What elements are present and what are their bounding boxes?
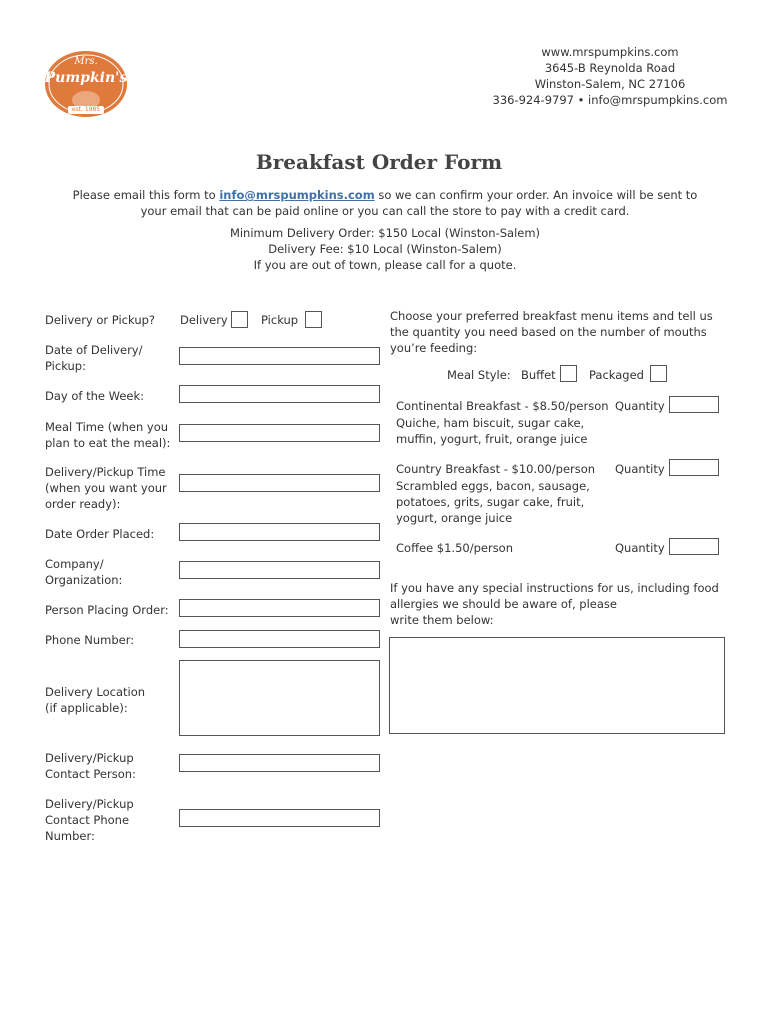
contact-city: Winston-Salem, NC 27106 (534, 77, 686, 91)
label-date-delivery-2: Pickup: (45, 359, 86, 373)
intro-pre-link: Please email this form to (72, 188, 220, 202)
label-dp-time-1: Delivery/Pickup Time (45, 465, 166, 479)
item-continental: Continental Breakfast - $8.50/person (396, 399, 609, 413)
continental-desc-2: muffin, yogurt, fruit, orange juice (396, 432, 588, 446)
country-desc-3: yogurt, orange juice (396, 511, 513, 525)
menu-intro-3: you’re feeding: (390, 341, 478, 355)
field-person-placing[interactable] (179, 599, 380, 617)
label-meal-style: Meal Style: (447, 368, 511, 382)
item-coffee: Coffee $1.50/person (396, 541, 514, 555)
label-location-1: Delivery Location (45, 685, 146, 699)
contact-street: 3645-B Reynolda Road (544, 61, 676, 75)
terms-out-of-town: If you are out of town, please call for a quote. (253, 258, 517, 272)
label-contact-person-2: Contact Person: (45, 767, 136, 781)
label-opt-pickup: Pickup (261, 313, 299, 327)
checkbox-packaged[interactable] (650, 365, 667, 382)
label-meal-time-1: Meal Time (when you (45, 420, 169, 434)
label-meal-time-2: plan to eat the meal): (45, 436, 171, 450)
field-quantity-continental[interactable] (669, 396, 719, 413)
field-phone-number[interactable] (179, 630, 380, 648)
contact-website[interactable]: www.mrspumpkins.com (541, 45, 679, 59)
field-dp-time[interactable] (179, 474, 380, 492)
label-company-1: Company/ (45, 557, 104, 571)
label-date-order-placed: Date Order Placed: (45, 527, 155, 541)
label-date-delivery-1: Date of Delivery/ (45, 343, 143, 357)
label-dp-time-2: (when you want your (45, 481, 167, 495)
field-quantity-coffee[interactable] (669, 538, 719, 555)
logo-est: est. 1985 (71, 106, 101, 113)
field-quantity-country[interactable] (669, 459, 719, 476)
field-special-instructions[interactable] (389, 637, 725, 734)
brand-logo (44, 50, 128, 118)
intro-line1 (0, 187, 770, 203)
label-opt-delivery: Delivery (180, 313, 228, 327)
field-contact-person[interactable] (179, 754, 380, 772)
checkbox-buffet[interactable] (560, 365, 577, 382)
menu-intro-2: the quantity you need based on the number of mouths (390, 325, 707, 339)
label-contact-phone-2: Contact Phone (45, 813, 130, 827)
country-desc-1: Scrambled eggs, bacon, sausage, (396, 479, 590, 493)
terms-delivery-fee: Delivery Fee: $10 Local (Winston-Salem) (268, 242, 502, 256)
field-date-order-placed[interactable] (179, 523, 380, 541)
label-contact-phone-1: Delivery/Pickup (45, 797, 134, 811)
label-buffet: Buffet (521, 368, 556, 382)
label-quantity-coffee: Quantity (615, 541, 665, 555)
checkbox-pickup[interactable] (305, 311, 322, 328)
item-country: Country Breakfast - $10.00/person (396, 462, 596, 476)
continental-desc-1: Quiche, ham biscuit, sugar cake, (396, 416, 585, 430)
logo-line1: Mrs. (74, 56, 98, 67)
field-date-delivery[interactable] (179, 347, 380, 365)
field-company[interactable] (179, 561, 380, 579)
label-location-2: (if applicable): (45, 701, 128, 715)
label-quantity-country: Quantity (615, 462, 665, 476)
checkbox-delivery[interactable] (231, 311, 248, 328)
label-contact-person-1: Delivery/Pickup (45, 751, 134, 765)
special-instructions-2: allergies we should be aware of, please (390, 597, 617, 611)
label-packaged: Packaged (589, 368, 644, 382)
page-title: Breakfast Order Form (255, 150, 503, 174)
contact-phone-email: 336-924-9797 • info@mrspumpkins.com (492, 93, 728, 107)
label-person-placing: Person Placing Order: (45, 603, 169, 617)
intro-post-link: so we can confirm your order. An invoice will be sent to (374, 188, 698, 202)
special-instructions-3: write them below: (390, 613, 494, 627)
logo-line2: Pumpkin's (44, 70, 128, 86)
field-contact-phone[interactable] (179, 809, 380, 827)
country-desc-2: potatoes, grits, sugar cake, fruit, (396, 495, 585, 509)
label-company-2: Organization: (45, 573, 123, 587)
field-day-of-week[interactable] (179, 385, 380, 403)
special-instructions-1: If you have any special instructions for us, including food (390, 581, 719, 595)
field-meal-time[interactable] (179, 424, 380, 442)
label-dp-time-3: order ready): (45, 497, 121, 511)
label-phone-number: Phone Number: (45, 633, 135, 647)
field-delivery-location[interactable] (179, 660, 380, 736)
label-day-of-week: Day of the Week: (45, 389, 145, 403)
label-contact-phone-3: Number: (45, 829, 95, 843)
label-delivery-or-pickup: Delivery or Pickup? (45, 313, 156, 327)
label-quantity-continental: Quantity (615, 399, 665, 413)
terms-min-order: Minimum Delivery Order: $150 Local (Winston-Salem) (229, 226, 541, 240)
menu-intro-1: Choose your preferred breakfast menu items and tell us (390, 309, 713, 323)
email-link[interactable]: info@mrspumpkins.com (219, 188, 375, 202)
intro-line2: your email that can be paid online or you can call the store to pay with a credit card. (140, 204, 630, 218)
